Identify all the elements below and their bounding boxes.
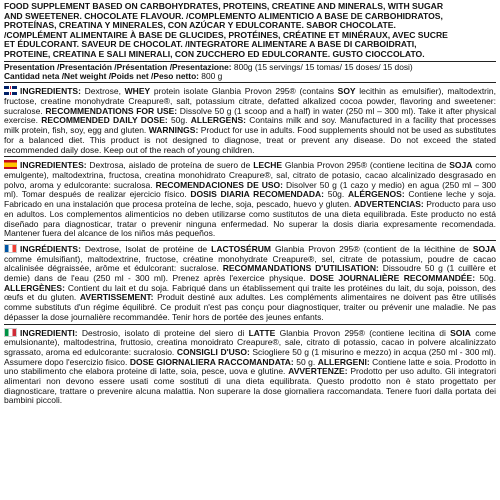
header-line: FOOD SUPPLEMENT BASED ON CARBOHYDRATES, PROTEINS, CREATINE AND MINERALS, WITH SUGAR — [4, 1, 444, 11]
divider — [4, 156, 496, 157]
divider — [4, 82, 496, 83]
product-description — [4, 2, 496, 60]
net-weight-line — [4, 72, 496, 81]
section-english — [4, 86, 496, 155]
presentation-label: Presentation /Presentación /Présentation /Presentazione: — [4, 61, 232, 72]
italian-text: INGREDIENTI: Destrosio, isolato di proteine del siero di LATTE Glanbia Provon 295® (contiene lecitina di SOIA come emulsionante), maltodestrina, fruttosio, creatina monoidrato Creapure®, sale, citrato di potassio, cacao in polvere alcalinizzato sgrassato, aroma ed edulcorante: sucralosio. CONSIGLI D'USO: Sciogliere 50 g (1 misurino e mezzo) in acqua (250 ml - 300 ml). Assumere dopo l'esercizio fisico. DOSE GIORNALIERA RACCOMANDATA: 50 g. ALLERGENI: Contiene latte e soia. Prodotto in uno stabilimento che elabora proteine di latte, soia, pesce, uova e glutine. AVVERTENZE: Prodotto per uso adulto. Gli integratori alimentari non devono essere usati come sostituti di una dieta equilibrata. Questo prodotto non è stato progettato per diagnosticare, trattare o prevenire alcuna malattia. Non superare la dose giornaliera raccomandata. Tenere fuori dalla portata dei bambini piccoli. — [4, 327, 497, 406]
spanish-text: INGREDIENTES: Dextrosa, aislado de proteína de suero de LECHE Glanbia Provon 295® (contiene lecitina de SOJA como emulgente), maltodextrina, fructosa, creatina monohidrato Creapure®, sal, citrato de potasio, cacao alcalinizado desgrasado en polvo, aroma y edulcorante: sucralosa. RECOMENDACIONES DE USO: Disolver 50 g (1 cazo y medio) en agua (250 ml – 300 ml). Tomar después de realizar ejercicio físico. DOSIS DIARIA RECOMENDADA: 50g. ALÉRGENOS: Contiene leche y soja. Fabricado en una instalación que procesa proteína de leche, soja, pescado, huevo y gluten. ADVERTENCIAS: Producto para uso en adultos. Los complementos alimenticios no deben utilizarse como sustitutos de una dieta equilibrada. Este producto no está diseñado para diagnosticar, tratar o prevenir ninguna enfermedad. No superar la dosis diaria expresamente recomendada. Mantener fuera del alcance de los niños más pequeños. — [4, 160, 497, 239]
header-line: ET ÉDULCORANT. SAVEUR DE CHOCOLAT. /INTEGRATORE ALIMENTARE A BASE DI CARBOIDRATI, — [4, 39, 417, 50]
section-italian — [4, 328, 496, 407]
section-spanish — [4, 160, 496, 239]
header-line: AND SWEETENER. CHOCOLATE FLAVOUR. /COMPLEMENTO ALIMENTICIO A BASE DE CARBOHIDRATOS, — [4, 10, 443, 21]
header-line: /COMPLÉMENT ALIMENTAIRE À BASE DE GLUCIDES, PROTÉINES, CRÉATINE ET MINÉRAUX, AVEC SUCRE — [4, 29, 448, 40]
presentation-value: 800g (15 servings/ 15 tomas/ 15 doses/ 15 dosi) — [231, 61, 413, 72]
label-panel — [4, 2, 496, 406]
header-line: PROTEINE, CREATINA E SALI MINERALI, CON ZUCCHERO ED EDULCORANTE. GUSTO CIOCCOLATO. — [4, 48, 425, 59]
french-text: INGRÉDIENTS: Dextrose, Isolat de protéine de LACTOSÉRUM Glanbia Provon 295® (contient de la lécithine de SOJA comme émulsifiant), maltodextrine, fructose, créatine monohydrate Creapure®, sel, citrate de potassium, poudre de cacao alcalinisée dégraissée, arôme et édulcorant: sucralose. RECOMMANDATIONS D'UTILISATION: Dissoudre 50 g (1 cuillère et demie) dans de l'eau (250 ml - 300 ml). Prenez après l'exercice physique. DOSE JOURNALIÈRE RECOMMANDÉE: 50g. ALLERGÈNES: Contient du lait et du soja. Fabriqué dans un établissement qui traite les protéines du lait, du soja, poisson, des œufs et du gluten. AVERTISSEMENT: Produit destiné aux adultes. Les compléments alimentaires ne doivent pas être utilisés comme substituts d'un régime équilibré. Ce produit n'est pas conçu pour diagnostiquer, traiter ou prévenir une maladie. Ne pas dépasser la dose journalière recommandée. Tenir hors de portée des jeunes enfants. — [4, 243, 496, 322]
spain-flag-icon — [4, 160, 17, 169]
net-weight-label: Cantidad neta /Net weight /Poids net /Peso netto: — [4, 70, 199, 81]
net-weight-value: 800 g — [198, 70, 223, 81]
italy-flag-icon — [4, 328, 17, 337]
divider — [4, 324, 496, 325]
section-french — [4, 244, 496, 323]
divider — [4, 240, 496, 241]
header-line: PROTEÍNAS, CREATINA Y MINERALES, CON AZÚCAR Y EDULCORANTE. SABOR CHOCOLATE. — [4, 20, 396, 31]
france-flag-icon — [4, 244, 17, 253]
presentation-block — [4, 63, 496, 82]
uk-flag-icon — [4, 86, 17, 95]
english-text: INGREDIENTS: Dextrose, WHEY protein isolate Glanbia Provon 295® (contains SOY lecithin as emulsifier), maltodextrin, fructose, creatine monohydrate Creapure®, salt, potassium citrate, defatted alkalized cocoa powder, flavoring and sweetener: sucralose. RECOMMENDATIONS FOR USE: Dissolve 50 g (1 scoop and a half) in water (250 ml – 300 ml). Take it after physical exercise. RECOMMENDED DAILY DOSE: 50g. ALLERGENS: Contains milk and soy. Manufactured in a facility that processes milk protein, fish, soy, egg and gluten. WARNINGS: Product for use in adults. Food supplements should not be used as substitutes for a balanced diet. This product is not designed to diagnose, treat or prevent any disease. Do not exceed the stated recommended daily dose. Keep out of the reach of young children. — [4, 86, 497, 155]
